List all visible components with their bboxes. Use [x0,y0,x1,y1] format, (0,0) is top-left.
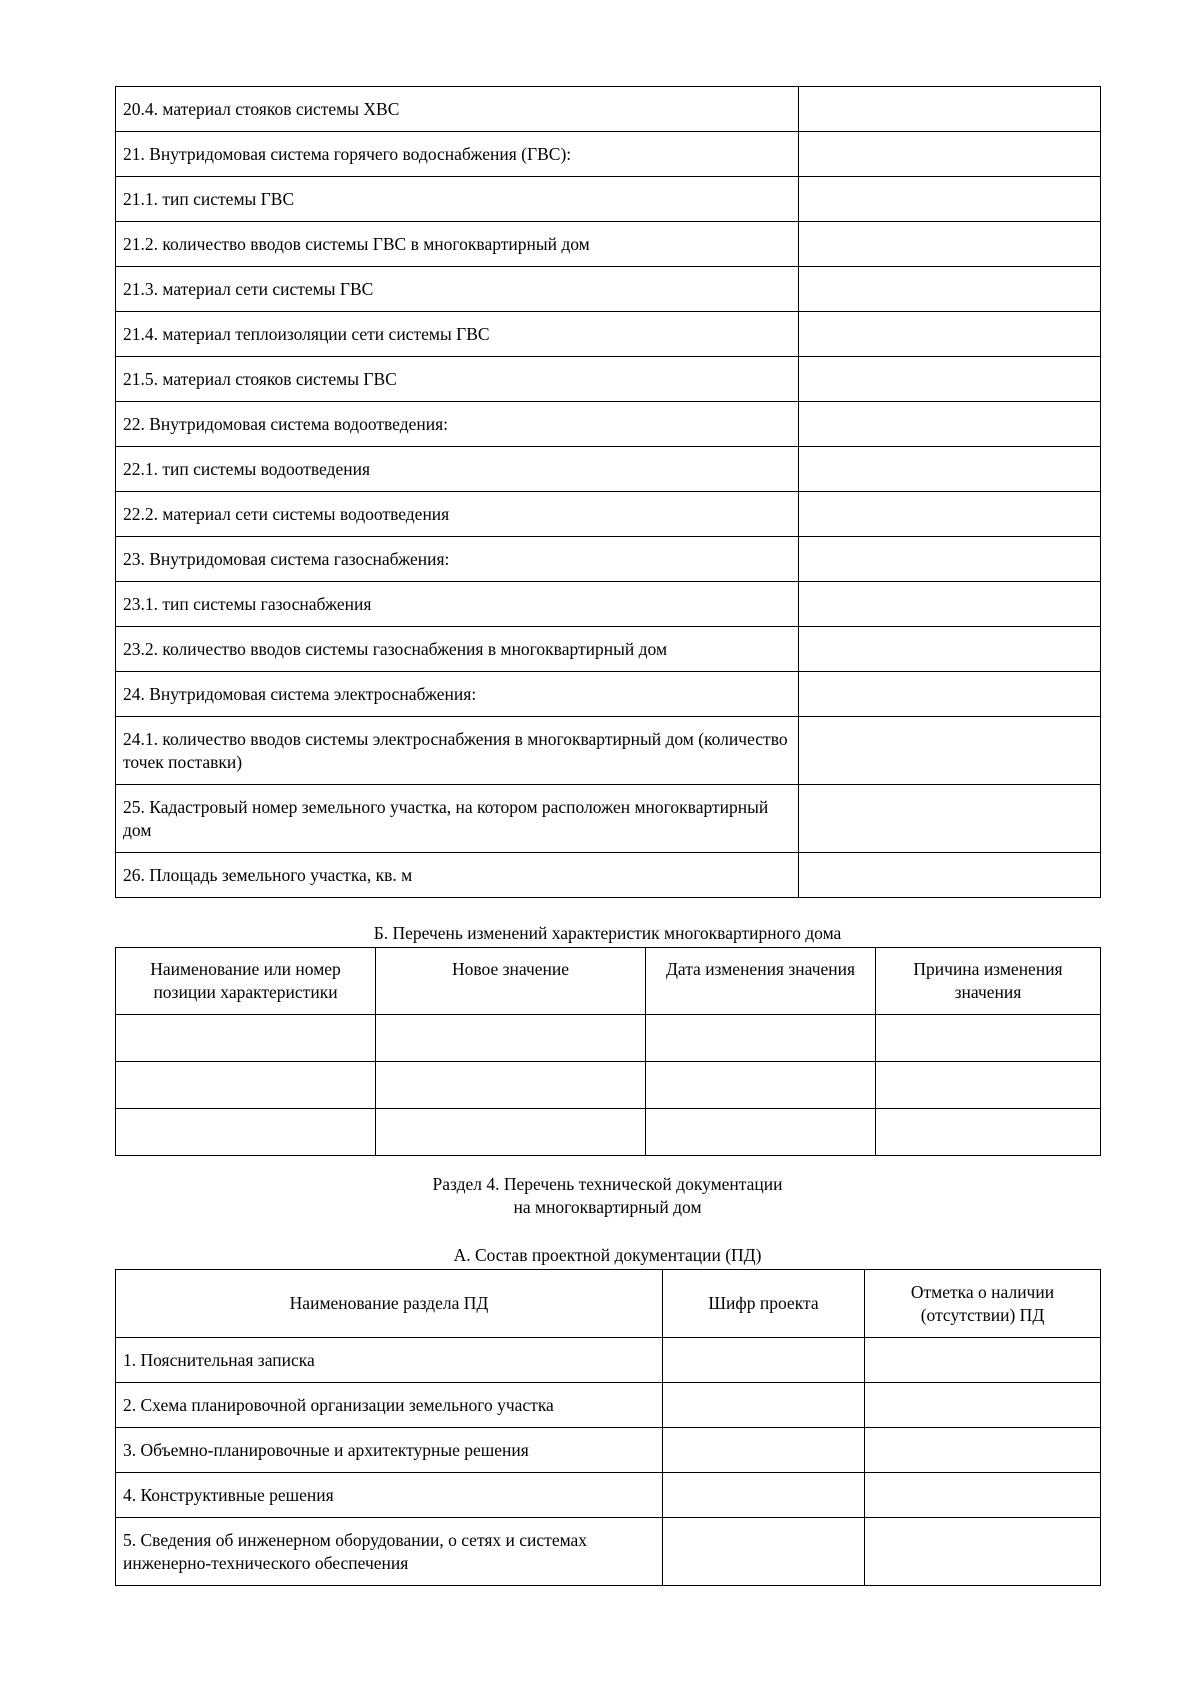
table-row [116,492,1101,537]
cell[interactable] [646,1015,876,1062]
changes-caption: Б. Перечень изменений характеристик многоквартирного дома [373,923,842,943]
table-row [116,853,1101,898]
table-row [116,1383,1101,1428]
value-cell[interactable] [799,447,1101,492]
cell[interactable] [376,1109,646,1156]
table-row [116,267,1101,312]
cell[interactable] [663,1518,865,1586]
row-label: 22.1. тип системы водоотведения [116,447,799,492]
row-label: 21.3. материал сети системы ГВС [116,267,799,312]
row-label: 4. Конструктивные решения [116,1473,663,1518]
value-cell[interactable] [799,357,1101,402]
row-label: 21. Внутридомовая система горячего водоснабжения (ГВС): [116,132,799,177]
value-cell[interactable] [799,582,1101,627]
row-label: 3. Объемно-планировочные и архитектурные решения [116,1428,663,1473]
row-label: 23. Внутридомовая система газоснабжения: [116,537,799,582]
cell[interactable] [865,1383,1101,1428]
table-row [116,1428,1101,1473]
row-label: 21.1. тип системы ГВС [116,177,799,222]
row-label: 26. Площадь земельного участка, кв. м [116,853,799,898]
changes-table [115,947,1101,1156]
table-row [116,1015,1101,1062]
table-row [116,1109,1101,1156]
table-row [116,357,1101,402]
table-row [116,177,1101,222]
row-label: 21.2. количество вводов системы ГВС в многоквартирный дом [116,222,799,267]
row-label: 23.2. количество вводов системы газоснабжения в многоквартирный дом [116,627,799,672]
table-row [116,222,1101,267]
row-label: 21.4. материал теплоизоляции сети системы ГВС [116,312,799,357]
table-row [116,1062,1101,1109]
section-title-line2: на многоквартирный дом [513,1197,702,1217]
row-label: 2. Схема планировочной организации земельного участка [116,1383,663,1428]
cell[interactable] [646,1062,876,1109]
cell[interactable] [646,1109,876,1156]
characteristics-table [115,86,1101,898]
value-cell[interactable] [799,537,1101,582]
row-label: 1. Пояснительная записка [116,1338,663,1383]
row-label: 5. Сведения об инженерном оборудовании, о сетях и системах инженерно-технического обеспечения [116,1518,663,1586]
value-cell[interactable] [799,717,1101,785]
cell[interactable] [663,1473,865,1518]
row-label: 21.5. материал стояков системы ГВС [116,357,799,402]
table-row [116,447,1101,492]
value-cell[interactable] [799,627,1101,672]
cell[interactable] [663,1383,865,1428]
row-label: 24. Внутридомовая система электроснабжения: [116,672,799,717]
cell[interactable] [865,1518,1101,1586]
value-cell[interactable] [799,312,1101,357]
value-cell[interactable] [799,87,1101,132]
cell[interactable] [876,1015,1101,1062]
cell[interactable] [376,1062,646,1109]
table-row [116,785,1101,853]
cell[interactable] [865,1428,1101,1473]
pd-table [115,1269,1101,1586]
value-cell[interactable] [799,492,1101,537]
header-row [116,1270,1101,1338]
table-row [116,1518,1101,1586]
column-header: Новое значение [376,948,646,1015]
value-cell[interactable] [799,132,1101,177]
cell[interactable] [116,1109,376,1156]
value-cell[interactable] [799,267,1101,312]
value-cell[interactable] [799,222,1101,267]
column-header: Отметка о наличии (отсутствии) ПД [865,1270,1101,1338]
row-label: 22. Внутридомовая система водоотведения: [116,402,799,447]
cell[interactable] [663,1428,865,1473]
table-row [116,402,1101,447]
cell[interactable] [376,1015,646,1062]
value-cell[interactable] [799,402,1101,447]
pd-caption: А. Состав проектной документации (ПД) [453,1245,762,1265]
table-row [116,1338,1101,1383]
table-row [116,312,1101,357]
cell[interactable] [116,1062,376,1109]
value-cell[interactable] [799,177,1101,222]
row-label: 24.1. количество вводов системы электроснабжения в многоквартирный дом (количество точек поставки) [116,717,799,785]
row-label: 20.4. материал стояков системы ХВС [116,87,799,132]
value-cell[interactable] [799,853,1101,898]
column-header: Наименование или номер позиции характеристики [116,948,376,1015]
column-header: Дата изменения значения [646,948,876,1015]
cell[interactable] [865,1338,1101,1383]
table-row [116,132,1101,177]
section-title-line1: Раздел 4. Перечень технической документации [432,1174,783,1194]
cell[interactable] [116,1015,376,1062]
cell[interactable] [865,1473,1101,1518]
column-header: Наименование раздела ПД [116,1270,663,1338]
value-cell[interactable] [799,672,1101,717]
table-row [116,627,1101,672]
row-label: 25. Кадастровый номер земельного участка, на котором расположен многоквартирный дом [116,785,799,853]
table-row [116,1473,1101,1518]
row-label: 22.2. материал сети системы водоотведения [116,492,799,537]
header-row [116,948,1101,1015]
cell[interactable] [876,1062,1101,1109]
value-cell[interactable] [799,785,1101,853]
column-header: Причина изменения значения [876,948,1101,1015]
cell[interactable] [876,1109,1101,1156]
table-row [116,537,1101,582]
row-label: 23.1. тип системы газоснабжения [116,582,799,627]
table-row [116,87,1101,132]
cell[interactable] [663,1338,865,1383]
table-row [116,717,1101,785]
table-row [116,672,1101,717]
table-row [116,582,1101,627]
column-header: Шифр проекта [663,1270,865,1338]
